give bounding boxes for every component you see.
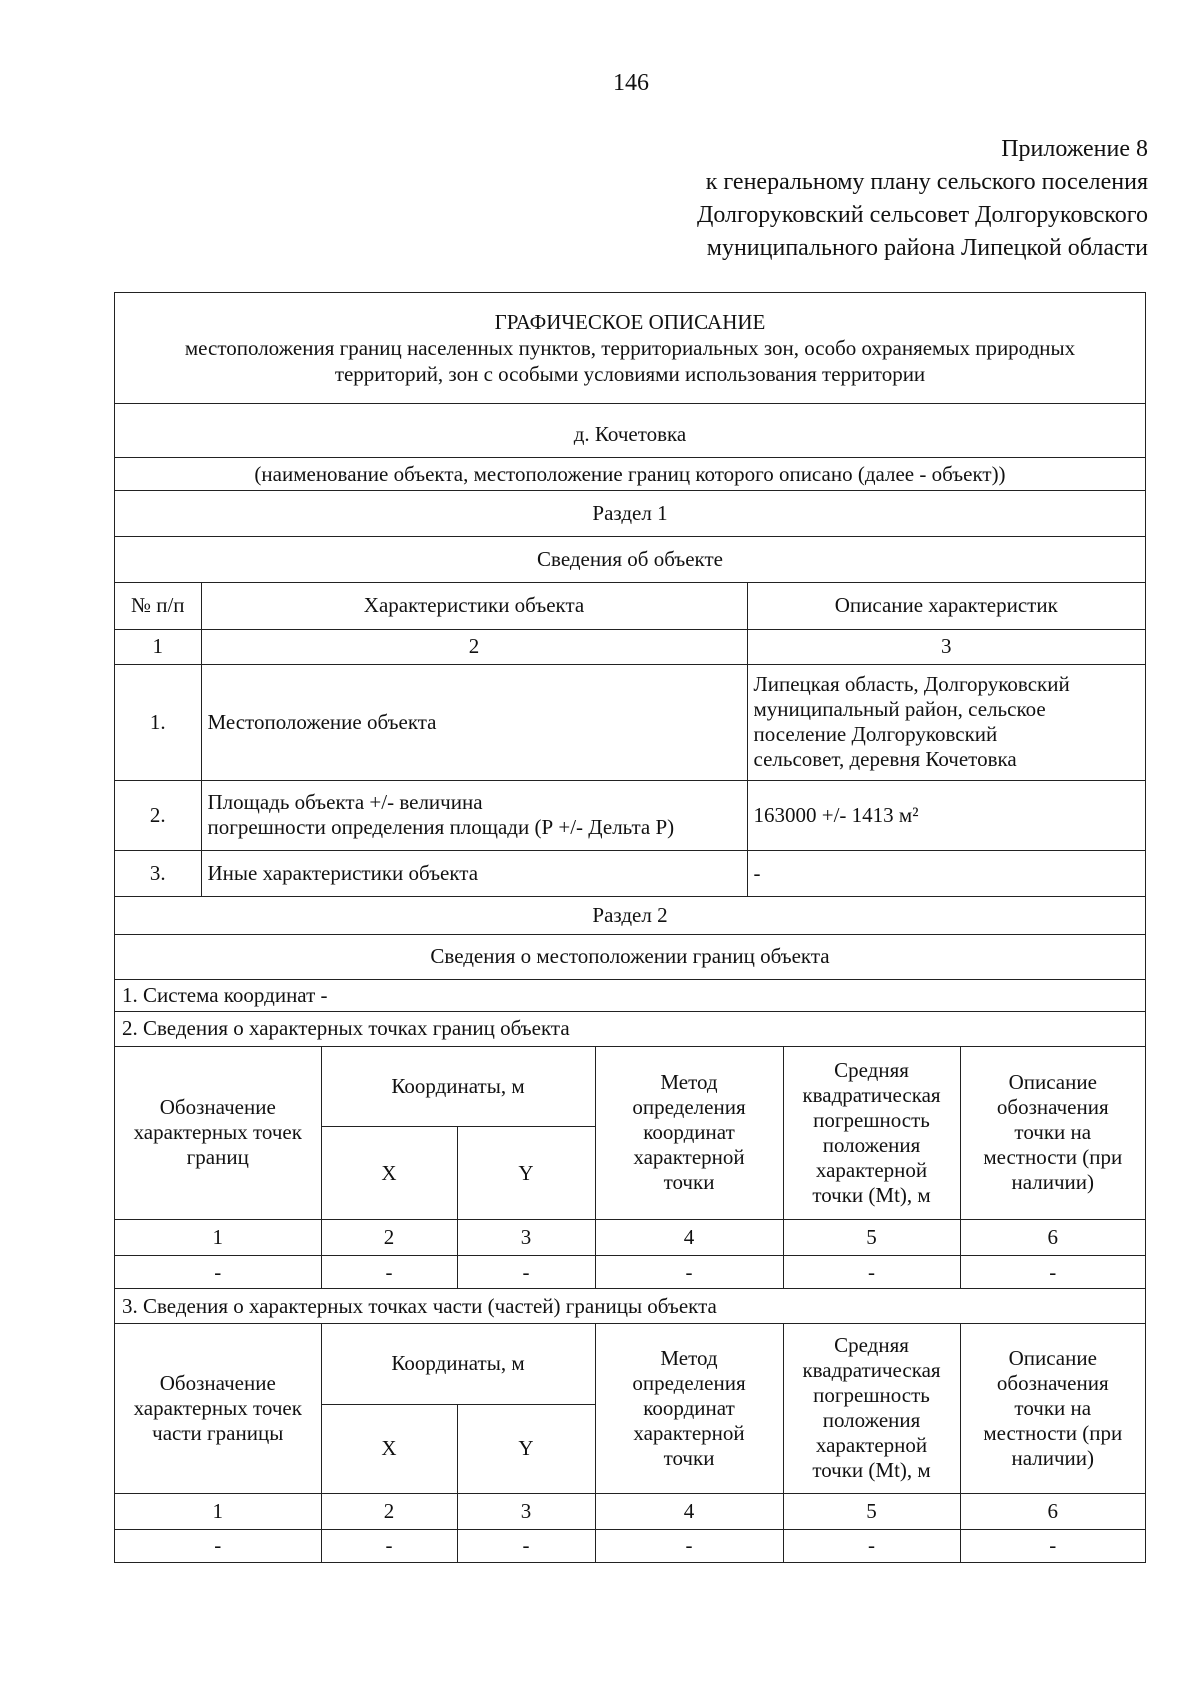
cell-value: - bbox=[321, 1529, 457, 1562]
appendix-header bbox=[697, 133, 1148, 265]
method-header bbox=[595, 1047, 783, 1220]
text-line: местности (при bbox=[983, 1420, 1123, 1445]
description-header bbox=[960, 1047, 1145, 1220]
characteristic: Местоположение объекта bbox=[201, 664, 747, 780]
text-line: сельсовет, деревня Кочетовка bbox=[753, 747, 1017, 771]
points-title: 2. Сведения о характерных точках границ объекта bbox=[115, 1012, 1145, 1047]
text-line: определения bbox=[632, 1370, 746, 1395]
description-header bbox=[960, 1324, 1145, 1493]
text-line: Описание bbox=[1008, 1070, 1097, 1095]
text-line: Метод bbox=[660, 1345, 718, 1370]
column-header: № п/п bbox=[115, 583, 201, 629]
text-line: Липецкая область, Долгоруковский bbox=[753, 672, 1070, 696]
text-line: Обозначение bbox=[159, 1095, 276, 1120]
text-line: Описание bbox=[1008, 1345, 1097, 1370]
column-number: 5 bbox=[783, 1493, 960, 1529]
text-line: положения bbox=[822, 1408, 921, 1433]
y-header: Y bbox=[457, 1127, 595, 1220]
text-line: поселение Долгоруковский bbox=[753, 722, 998, 746]
text-line: местности (при bbox=[983, 1145, 1123, 1170]
column-number: 1 bbox=[115, 1493, 321, 1529]
page-number: 146 bbox=[613, 70, 649, 96]
document-subtitle: местоположения границ населенных пунктов, территориальных зон, особо охраняемых природных bbox=[184, 336, 1076, 360]
appendix-line: муниципального района Липецкой области bbox=[706, 235, 1148, 261]
column-number: 3 bbox=[457, 1220, 595, 1256]
object-name-caption: (наименование объекта, местоположение границ которого описано (далее - объект)) bbox=[115, 458, 1145, 491]
column-number: 2 bbox=[201, 629, 747, 664]
cell-value: - bbox=[115, 1529, 321, 1562]
method-header bbox=[595, 1324, 783, 1493]
parts-designation-header bbox=[115, 1324, 321, 1493]
text-line: наличии) bbox=[1011, 1170, 1094, 1195]
column-number: 5 bbox=[783, 1220, 960, 1256]
error-header bbox=[783, 1047, 960, 1220]
text-line: координат bbox=[643, 1120, 735, 1145]
object-info-table bbox=[115, 583, 1145, 897]
appendix-line: Приложение 8 bbox=[1001, 136, 1148, 162]
object-name: д. Кочетовка bbox=[115, 404, 1145, 458]
text-line: наличии) bbox=[1011, 1445, 1094, 1470]
document-subtitle: территорий, зон с особыми условиями использования территории bbox=[334, 362, 926, 386]
cell-value: - bbox=[960, 1256, 1145, 1289]
characteristic bbox=[201, 780, 747, 850]
x-header: X bbox=[321, 1404, 457, 1493]
text-line: характерной bbox=[633, 1145, 745, 1170]
column-number: 4 bbox=[595, 1493, 783, 1529]
text-line: точки на bbox=[1014, 1120, 1092, 1145]
document-title: ГРАФИЧЕСКОЕ ОПИСАНИЕ bbox=[494, 310, 766, 334]
section1-title: Раздел 1 bbox=[115, 491, 1145, 537]
x-header: X bbox=[321, 1127, 457, 1220]
text-line: Обозначение bbox=[159, 1370, 276, 1395]
column-header: Характеристики объекта bbox=[201, 583, 747, 629]
text-line: точки bbox=[663, 1170, 715, 1195]
table-row bbox=[115, 850, 1145, 896]
row-number: 3. bbox=[115, 850, 201, 896]
text-line: точки bbox=[663, 1445, 715, 1470]
text-line: погрешности определения площади (Р +/- Дельта Р) bbox=[207, 815, 675, 839]
text-line: положения bbox=[822, 1132, 921, 1157]
column-number: 6 bbox=[960, 1493, 1145, 1529]
text-line: обозначения bbox=[996, 1370, 1109, 1395]
cell-value: - bbox=[960, 1529, 1145, 1562]
column-number: 3 bbox=[747, 629, 1145, 664]
cell-value: - bbox=[783, 1529, 960, 1562]
text-line: определения bbox=[632, 1095, 746, 1120]
text-line: муниципальный район, сельское bbox=[753, 697, 1046, 721]
section1-subtitle: Сведения об объекте bbox=[115, 537, 1145, 583]
parts-title: 3. Сведения о характерных точках части (частей) границы объекта bbox=[115, 1289, 1145, 1324]
text-line: границ bbox=[186, 1145, 249, 1170]
cell-value: - bbox=[783, 1256, 960, 1289]
table-row bbox=[115, 780, 1145, 850]
graphic-description-table bbox=[114, 292, 1146, 1563]
column-number: 1 bbox=[115, 1220, 321, 1256]
section2-title: Раздел 2 bbox=[115, 897, 1145, 935]
characteristic-description: - bbox=[747, 850, 1145, 896]
text-line: Площадь объекта +/- величина bbox=[207, 790, 483, 814]
text-line: характерной bbox=[815, 1157, 928, 1182]
cell-value: - bbox=[457, 1256, 595, 1289]
text-line: координат bbox=[643, 1395, 735, 1420]
appendix-line: к генеральному плану сельского поселения bbox=[705, 169, 1148, 195]
text-line: характерных точек bbox=[133, 1395, 302, 1420]
cell-value: - bbox=[595, 1256, 783, 1289]
characteristic: Иные характеристики объекта bbox=[201, 850, 747, 896]
text-line: обозначения bbox=[996, 1095, 1109, 1120]
text-line: характерной bbox=[815, 1433, 928, 1458]
text-line: погрешность bbox=[813, 1383, 930, 1408]
boundary-points-table bbox=[115, 1047, 1145, 1290]
coordinates-header: Координаты, м bbox=[321, 1324, 595, 1404]
appendix-line: Долгоруковский сельсовет Долгоруковского bbox=[696, 202, 1148, 228]
column-number: 6 bbox=[960, 1220, 1145, 1256]
column-number: 3 bbox=[457, 1493, 595, 1529]
boundary-parts-table bbox=[115, 1324, 1145, 1563]
text-line: квадратическая bbox=[802, 1082, 941, 1107]
column-number: 4 bbox=[595, 1220, 783, 1256]
characteristic-description bbox=[747, 664, 1145, 780]
text-line: точки на bbox=[1014, 1395, 1092, 1420]
row-number: 1. bbox=[115, 664, 201, 780]
cell-value: - bbox=[457, 1529, 595, 1562]
text-line: квадратическая bbox=[802, 1358, 941, 1383]
column-number: 2 bbox=[321, 1493, 457, 1529]
table-row bbox=[115, 1256, 1145, 1289]
section2-subtitle: Сведения о местоположении границ объекта bbox=[115, 935, 1145, 980]
error-header bbox=[783, 1324, 960, 1493]
row-number: 2. bbox=[115, 780, 201, 850]
column-number: 2 bbox=[321, 1220, 457, 1256]
characteristic-description: 163000 +/- 1413 м² bbox=[747, 780, 1145, 850]
text-line: точки (Mt), м bbox=[812, 1182, 931, 1207]
text-line: Средняя bbox=[834, 1057, 909, 1082]
text-line: характерной bbox=[633, 1420, 745, 1445]
table-row bbox=[115, 1529, 1145, 1562]
coordinates-header: Координаты, м bbox=[321, 1047, 595, 1127]
text-line: части границы bbox=[152, 1420, 284, 1445]
coordinate-system: 1. Система координат - bbox=[115, 980, 1145, 1012]
cell-value: - bbox=[115, 1256, 321, 1289]
table-row bbox=[115, 664, 1145, 780]
text-line: Метод bbox=[660, 1070, 718, 1095]
column-number: 1 bbox=[115, 629, 201, 664]
text-line: Средняя bbox=[834, 1333, 909, 1358]
y-header: Y bbox=[457, 1404, 595, 1493]
text-line: погрешность bbox=[813, 1107, 930, 1132]
points-designation-header bbox=[115, 1047, 321, 1220]
column-header: Описание характеристик bbox=[747, 583, 1145, 629]
text-line: точки (Mt), м bbox=[812, 1458, 931, 1483]
text-line: характерных точек bbox=[133, 1120, 302, 1145]
cell-value: - bbox=[321, 1256, 457, 1289]
cell-value: - bbox=[595, 1529, 783, 1562]
document-header bbox=[115, 293, 1145, 404]
